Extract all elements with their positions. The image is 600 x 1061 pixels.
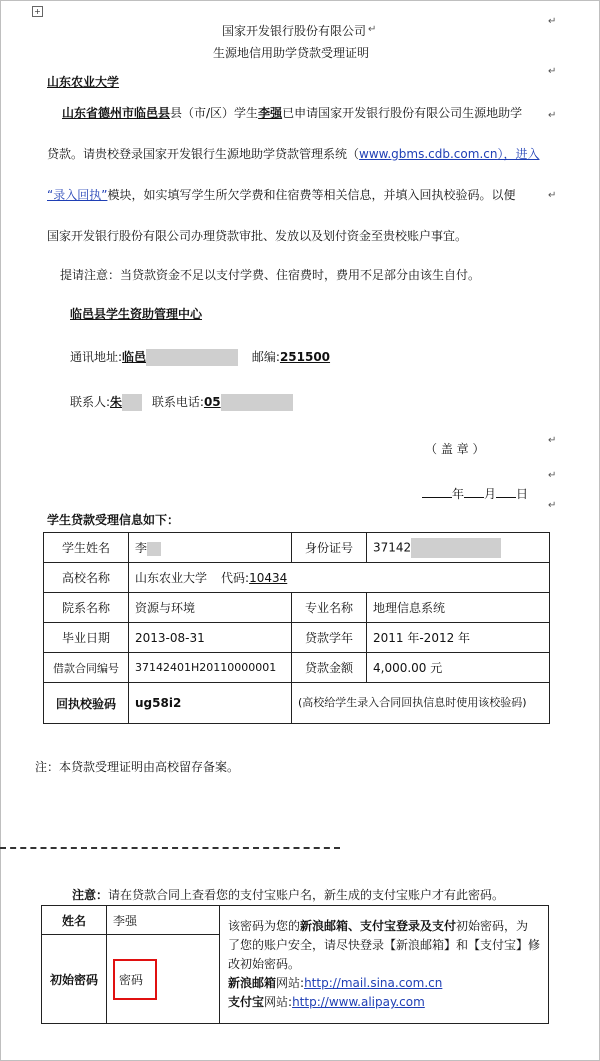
table-row — [44, 593, 550, 623]
para1-line2-post: ），进入 — [497, 147, 540, 161]
school-value: 山东农业大学 — [135, 571, 208, 585]
address-value: 临邑 — [122, 350, 147, 364]
region: 山东省德州市临邑县 — [62, 106, 171, 120]
id-cell — [367, 533, 550, 563]
contact-label: 联系人: — [70, 395, 111, 409]
phone-label: 联系电话: — [151, 395, 204, 409]
table-row — [42, 906, 549, 935]
notice-text: 请在贷款合同上查看您的支付宝账户名，新生成的支付宝账户才有此密码。 — [108, 888, 505, 902]
reminder: 提请注意：当贷款资金不足以支付学费、住宿费时，费用不足部分由该生自付。 — [60, 268, 481, 282]
redacted-id — [411, 538, 501, 558]
header-title-2: 生源地信用助学贷款受理证明 — [213, 46, 370, 60]
zip-label: 邮编: — [251, 350, 280, 364]
paragraph-mark-icon: ↵ — [548, 16, 557, 27]
desc-pre: 该密码为您的 — [228, 919, 301, 933]
contact-value: 朱 — [110, 395, 123, 409]
initial-password-value: 密码 — [113, 959, 157, 1000]
student-name: 李强 — [258, 106, 283, 120]
para1-line2-text: 贷款。请贵校登录国家开发银行生源地助学贷款管理系统（ — [47, 147, 360, 161]
redacted-phone — [221, 394, 293, 411]
cut-line-divider — [0, 847, 340, 849]
sina-mid: 网站: — [276, 976, 305, 990]
verify-code-label: 回执校验码 — [44, 683, 129, 724]
zip-value: 251500 — [279, 350, 331, 364]
password-table — [41, 905, 549, 1024]
table-row — [44, 653, 550, 683]
date-line — [422, 485, 528, 502]
section-title: 学生贷款受理信息如下： — [47, 513, 180, 527]
pwd-name-label: 姓名 — [42, 906, 107, 935]
phone-value: 05 — [203, 395, 221, 409]
password-description — [220, 906, 549, 1024]
alipay-url-link[interactable]: http://www.alipay.com — [292, 995, 425, 1009]
paragraph-mark-icon: ↵ — [368, 24, 377, 35]
code-label: 代码: — [221, 571, 250, 585]
table-row — [44, 533, 550, 563]
name-label: 学生姓名 — [44, 533, 129, 563]
redacted-name — [147, 542, 161, 556]
region-suffix: 县（市/区）学生 — [170, 106, 259, 120]
para1-line1 — [62, 104, 522, 121]
verify-code-note: (高校给学生录入合同回执信息时使用该校验码) — [292, 683, 550, 724]
address-label: 通讯地址: — [70, 350, 123, 364]
school-cell — [129, 563, 550, 593]
month-label: 月 — [484, 487, 497, 501]
redacted-address — [146, 349, 238, 366]
para1-line3 — [47, 186, 515, 203]
major-value: 地理信息系统 — [367, 593, 550, 623]
contract-label: 借款合同编号 — [44, 653, 129, 683]
para1-line4: 国家开发银行股份有限公司办理贷款审批、发放以及划付资金至贵校账户事宜。 — [47, 229, 468, 243]
desc-post: 初始密码，为了您的账户安全，请尽快登录【新浪邮箱】和【支付宝】修改初始密码。 — [228, 919, 541, 971]
para1-tail: 已申请国家开发银行股份有限公司生源地助学 — [282, 106, 523, 120]
amount-label: 贷款金额 — [292, 653, 367, 683]
id-label: 身份证号 — [292, 533, 367, 563]
footnote: 注：本贷款受理证明由高校留存备案。 — [35, 760, 240, 774]
year-label-cell: 贷款学年 — [292, 623, 367, 653]
address-line — [70, 348, 330, 366]
initial-password-label: 初始密码 — [42, 935, 107, 1024]
contract-value: 37142401H20110000001 — [129, 653, 292, 683]
school-label: 高校名称 — [44, 563, 129, 593]
alipay-label: 支付宝 — [228, 995, 265, 1009]
redacted-contact — [122, 394, 142, 411]
para1-line2 — [47, 145, 539, 162]
code-value: 10434 — [249, 571, 288, 585]
amount-value: 4,000.00 元 — [367, 653, 550, 683]
table-anchor-icon[interactable]: + — [32, 6, 43, 17]
dept-value: 资源与环境 — [129, 593, 292, 623]
grad-value: 2013-08-31 — [129, 623, 292, 653]
alipay-mid: 网站: — [264, 995, 293, 1009]
dept-label: 院系名称 — [44, 593, 129, 623]
desc-bold: 新浪邮箱、支付宝登录及支付 — [300, 919, 457, 933]
para1-line3-text: 模块，如实填写学生所欠学费和住宿费等相关信息，并填入回执校验码。以便 — [107, 188, 516, 202]
contact-line — [70, 393, 293, 411]
loan-info-table — [43, 532, 550, 724]
paragraph-mark-icon: ↵ — [548, 500, 557, 511]
center-name: 临邑县学生资助管理中心 — [70, 307, 203, 321]
paragraph-mark-icon: ↵ — [548, 190, 557, 201]
paragraph-mark-icon: ↵ — [548, 470, 557, 481]
module-name[interactable]: “录入回执” — [47, 188, 108, 202]
table-row — [44, 563, 550, 593]
name-cell — [129, 533, 292, 563]
table-row — [44, 683, 550, 724]
year-label: 年 — [452, 487, 465, 501]
major-label: 专业名称 — [292, 593, 367, 623]
addressee: 山东农业大学 — [47, 75, 120, 89]
seal-text: （ 盖 章 ） — [425, 442, 485, 456]
notice-label: 注意： — [72, 888, 109, 902]
bottom-notice — [72, 886, 504, 903]
year-value: 2011 年-2012 年 — [367, 623, 550, 653]
initial-password-cell — [107, 935, 220, 1024]
table-row — [44, 623, 550, 653]
verify-code-value: ug58i2 — [129, 683, 292, 724]
pwd-name-value: 李强 — [107, 906, 220, 935]
name-value: 李 — [135, 541, 148, 555]
system-url-link[interactable]: www.gbms.cdb.com.cn — [359, 147, 498, 161]
sina-label: 新浪邮箱 — [228, 976, 277, 990]
day-label: 日 — [516, 487, 529, 501]
paragraph-mark-icon: ↵ — [548, 435, 557, 446]
paragraph-mark-icon: ↵ — [548, 66, 557, 77]
header-title-1: 国家开发银行股份有限公司 — [222, 24, 367, 38]
sina-url-link[interactable]: http://mail.sina.com.cn — [304, 976, 443, 990]
paragraph-mark-icon: ↵ — [548, 110, 557, 121]
grad-label: 毕业日期 — [44, 623, 129, 653]
id-value: 37142 — [373, 540, 412, 554]
